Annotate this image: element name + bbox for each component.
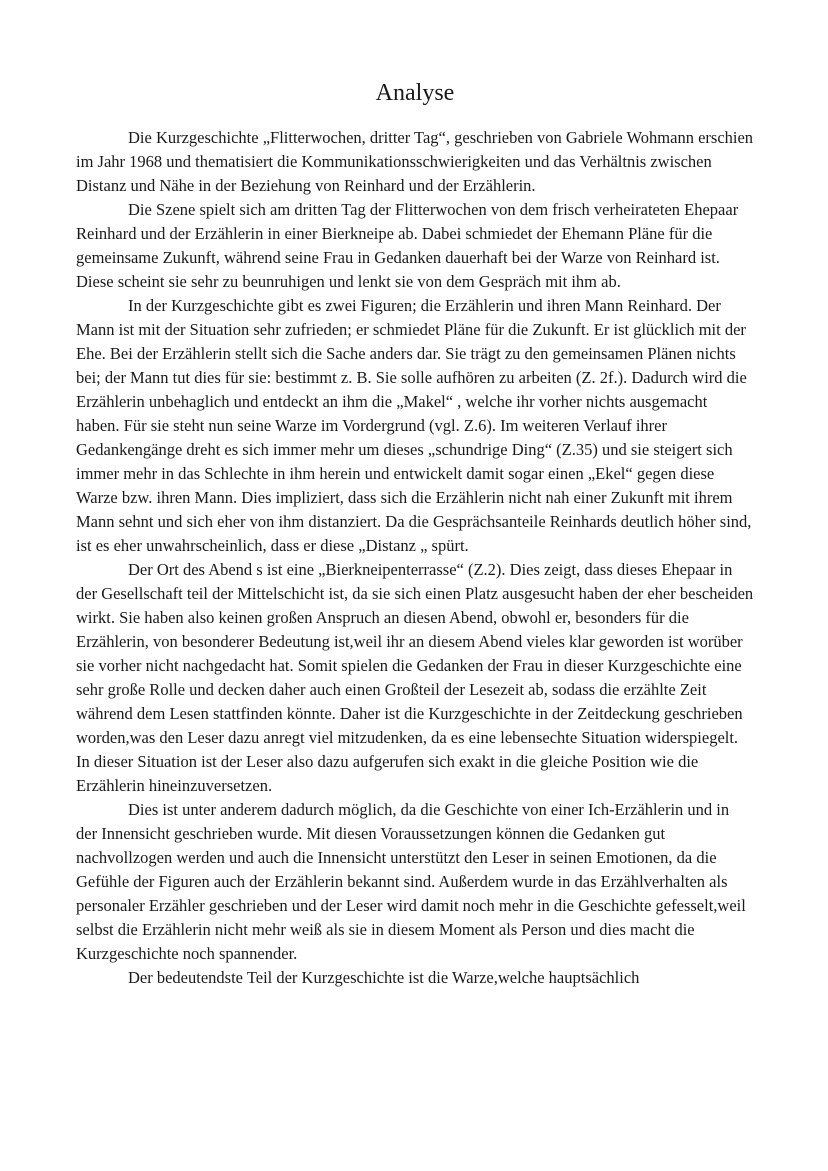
paragraph-scene: Die Szene spielt sich am dritten Tag der Flitterwochen von dem frisch verheirateten Ehepaar Reinhard und der Erzählerin in einer Bierkneipe ab. Dabei schmiedet der Ehemann Pläne für die gemeinsame Zukunft, während seine Frau in Gedanken dauerhaft bei der Warze von Reinhard ist. Diese scheint sie sehr zu beunruhigen und lenkt sie von dem Gespräch mit ihm ab. [76,200,739,291]
document-title: Analyse [375,80,455,106]
paragraph-wart: Der bedeutendste Teil der Kurzgeschichte ist die Warze,welche hauptsächlich [128,968,640,987]
paragraph-setting: Der Ort des Abend s ist eine „Bierkneipenterrasse“ (Z.2). Dies zeigt, dass dieses Ehepaar in der Gesellschaft teil der Mittelschicht ist, da sie sich einen Platz ausgesucht haben der eher bescheiden wirkt. Sie haben also keinen großen Anspruch an diesen Abend, obwohl er, besonders für die Erzählerin, von besonderer Bedeutung ist,weil ihr an diesem Abend vieles klar geworden ist worüber sie vorher nicht nachgedacht hat. Somit spielen die Gedanken der Frau in dieser Kurzgeschichte eine sehr große Rolle und decken daher auch einen Großteil der Lesezeit ab, sodass die erzählte Zeit während dem Lesen stattfinden könnte. Daher ist die Kurzgeschichte in der Zeitdeckung geschrieben worden,was den Leser dazu anregt viel mitzudenken, da es eine lebensechte Situation widerspiegelt. In dieser Situation ist der Leser also dazu aufgerufen sich exakt in die gleiche Position wie die Erzählerin hineinzuversetzen. [76,560,754,795]
paragraph-characters: In der Kurzgeschichte gibt es zwei Figuren; die Erzählerin und ihren Mann Reinhard. Der Mann ist mit der Situation sehr zufrieden; er schmiedet Pläne für die Zukunft. Er ist glücklich mit der Ehe. Bei der Erzählerin stellt sich die Sache anders dar. Sie trägt zu den gemeinsamen Plänen nichts bei; der Mann tut dies für sie: bestimmt z. B. Sie solle aufhören zu arbeiten (Z. 2f.). Dadurch wird die Erzählerin unbehaglich und entdeckt an ihm die „Makel“ , welche ihr vorher nichts ausgemacht haben. Für sie steht nun seine Warze im Vordergrund (vgl. Z.6). Im weiteren Verlauf ihrer Gedankengänge dreht es sich immer mehr um dieses „schundrige Ding“ (Z.35) und sie steigert sich immer mehr in das Schlechte in ihm herein und entwickelt damit sogar einen „Ekel“ gegen diese Warze bzw. ihren Mann. Dies impliziert, dass sich die Erzählerin nicht nah einer Zukunft mit ihrem Mann sehnt und sich eher von ihm distanziert. Da die Gesprächsanteile Reinhards deutlich höher sind, ist es eher unwahrscheinlich, dass er diese „Distanz „ spürt. [76,296,752,555]
paragraph-narrator: Dies ist unter anderem dadurch möglich, da die Geschichte von einer Ich-Erzählerin und in der Innensicht geschrieben wurde. Mit diesen Voraussetzungen können die Gedanken gut nachvollzogen werden und auch die Innensicht unterstützt den Leser in seinen Emotionen, da die Gefühle der Figuren auch der Erzählerin bekannt sind. Außerdem wurde in das Erzählverhalten als personaler Erzähler geschrieben und der Leser wird damit noch mehr in die Geschichte gefesselt,weil selbst die Erzählerin nicht mehr weiß als sie in diesem Moment als Person und dies macht die Kurzgeschichte noch spannender. [76,800,746,963]
paragraph-introduction: Die Kurzgeschichte „Flitterwochen, dritter Tag“, geschrieben von Gabriele Wohmann erschien im Jahr 1968 und thematisiert die Kommunikationsschwierigkeiten und das Verhältnis zwischen Distanz und Nähe in der Beziehung von Reinhard und der Erzählerin. [76,128,754,195]
